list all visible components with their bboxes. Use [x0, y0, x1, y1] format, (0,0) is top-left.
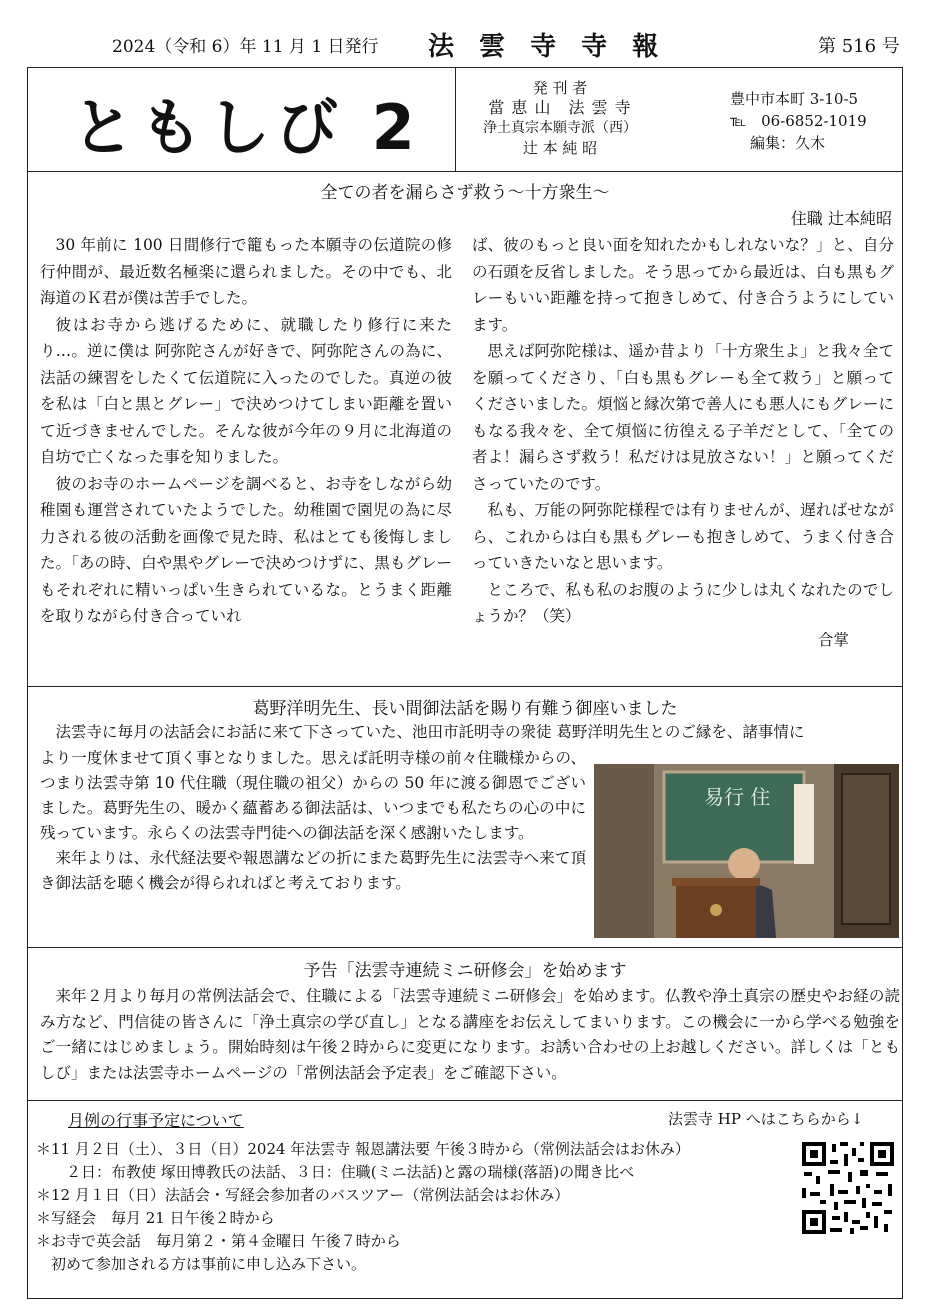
issue-date: 2024（令和 6）年 11 月 1 日発行 [112, 37, 379, 57]
schedule-item: 初めて参加される方は事前に申し込み下さい。 [36, 1255, 367, 1273]
qr-code-icon [800, 1140, 896, 1236]
publisher-block [460, 78, 660, 158]
article1-paragraph: ところで、私も私のお腹のように少しは丸くなれたのでしょうか？（笑） [472, 580, 894, 625]
article1-paragraph: 彼のお寺のホームページを調べると、お寺をしながら幼稚園も運営されていたようでした。幼稚園で園児の為に尽力される彼の活動を画像で見た時、私はとても後悔しました。「あの時、白や黒やグレーで決めつけずに、黒もグレーもそれぞれに精いっぱい生きられているな。とうまく距離を取りながら付き合っていれ [40, 474, 452, 625]
publisher-temple: 當 恵 山 法 雲 寺 [488, 98, 632, 117]
article1-paragraph: 思えば阿弥陀様は、遥か昔より「十方衆生よ」と我々全てを願ってくださり、「白も黒もグレーも全て救う」と願ってくださいました。煩悩と縁次第で善人にも悪人にもグレーにもなる我々を、全て煩悩に彷徨える子羊だとして、「全ての者よ！漏らさず救う！私だけは見放さない！」と願ってくださっていたのです。 [472, 342, 894, 493]
article2-paragraph: より一度休ませて頂く事となりました。思えば託明寺様の前々住職様からの、つまり法雲寺第 10 代住職（現住職の祖父）からの 50 年に渡る御恩でございました。葛野先生の、暖かく蘊蓄ある御法話は、いつまでも私たちの心の中に残っています。永らくの法雲寺門徒への御法話を深く感謝いたします。 [40, 749, 586, 842]
divider-masthead [27, 171, 903, 172]
article2-first-line: 法雲寺に毎月の法話会にお話に来て下さっていた、池田市託明寺の衆徒 葛野洋明先生とのご縁を、諸事情に [55, 723, 805, 741]
schedule-item: ＊11 月２日（土）、３日（日）2024 年法雲寺 報恩講法要 午後３時から（常例法話会はお休み） [36, 1140, 690, 1158]
lecture-photo [594, 764, 899, 938]
homepage-note: 法雲寺 HP へはこちらから↓ [668, 1110, 864, 1128]
publisher-sect: 浄土真宗本願寺派（西） [483, 120, 637, 136]
publisher-name: 辻 本 純 昭 [522, 139, 598, 157]
publisher-label: 発 刊 者 [532, 79, 588, 97]
article1-left-column [40, 232, 452, 630]
homepage-qr-code[interactable] [800, 1140, 896, 1236]
divider-logo [455, 67, 456, 171]
lecture-photo-illustration [594, 764, 899, 938]
schedule-item: ＊お寺で英会話 毎月第２・第４金曜日 午後７時から [36, 1232, 401, 1250]
schedule-title: 月例の行事予定について [68, 1111, 244, 1130]
article3-title: 予告「法雲寺連続ミニ研修会」を始めます [303, 961, 627, 981]
blackboard-writing: 易行 住 [704, 785, 771, 809]
schedule-item: ＊写経会 毎月 21 日午後２時から [36, 1209, 275, 1227]
article1-paragraph: 30 年前に 100 日間修行で籠もった本願寺の伝道院の修行仲間が、最近数名極楽に還られました。その中でも、北海道のＫ君が僕は苦手でした。 [40, 236, 452, 307]
article2-body [40, 746, 586, 896]
article1-author: 住職 辻本純昭 [790, 209, 892, 228]
article1-title: 全ての者を漏らさず救う～十方衆生～ [320, 183, 610, 203]
divider-article2 [27, 947, 903, 948]
article1-paragraph: 私も、万能の阿弥陀様程では有りませんが、遅ればせながら、これからは白も黒もグレーも抱きしめて、うまく付き合っていきたいなと思います。 [472, 501, 894, 572]
article1-closing: 合掌 [818, 631, 850, 649]
schedule-item: ＊12 月１日（日）法話会・写経会参加者のバスツアー（常例法話会はお休み） [36, 1186, 570, 1204]
article1-paragraph: ば、彼のもっと良い面を知れたかもしれないな？」と、自分の石頭を反省しました。そう思ってから最近は、白も黒もグレーもいい距離を持って抱きしめて、付き合うようにしています。 [472, 236, 894, 334]
divider-article3 [27, 1100, 903, 1101]
contact-address: 豊中市本町 3-10-5 [730, 90, 859, 108]
article2-title: 葛野洋明先生、長い間御法話を賜り有難う御座いました [252, 699, 678, 719]
contact-block [730, 88, 867, 154]
issue-number: 第 516 号 [818, 36, 900, 57]
article1-paragraph: 彼はお寺から逃げるために、就職したり修行に来たり…。逆に僕は 阿弥陀さんが好きで、阿弥陀さんの為に、法話の練習をしたくて伝道院に入ったのでした。真逆の彼を私は「白と黒とグレー」で決めつけてしまい距離を置いて近づきませんでした。そんな彼が今年の９月に北海道の自坊で亡くなった事を知りました。 [40, 315, 452, 466]
contact-editor: 編集：久木 [750, 134, 826, 152]
schedule-item: ２日：布教使 塚田博教氏の法話、３日：住職(ミニ法話)と露の瑞様(落語)の聞き比べ [36, 1163, 635, 1181]
article1-right-column [472, 232, 894, 630]
contact-tel: ℡ 06-6852-1019 [730, 112, 867, 130]
masthead-logo: ともしび 2 [72, 91, 421, 164]
article2-paragraph: 来年よりは、永代経法要や報恩講などの折にまた葛野先生に法雲寺へ来て頂き御法話を聴く機会が得られればと考えております。 [40, 849, 586, 892]
newsletter-name: 法 雲 寺 寺 報 [428, 32, 667, 62]
article3-body: 来年２月より毎月の常例法話会で、住職による「法雲寺連続ミニ研修会」を始めます。仏教や浄土真宗の歴史やお経の読み方など、門信徒の皆さんに「浄土真宗の学び直し」となる講座をお伝えしてまいります。この機会に一から学べる勉強をご一緒にはじめましょう。開始時刻は午後２時からに変更になります。お誘い合わせの上お越しください。詳しくは「ともしび」または法雲寺ホームページの「常例法話会予定表」をご確認下さい。 [40, 987, 900, 1082]
schedule-list [36, 1138, 690, 1276]
divider-article1 [27, 686, 903, 687]
